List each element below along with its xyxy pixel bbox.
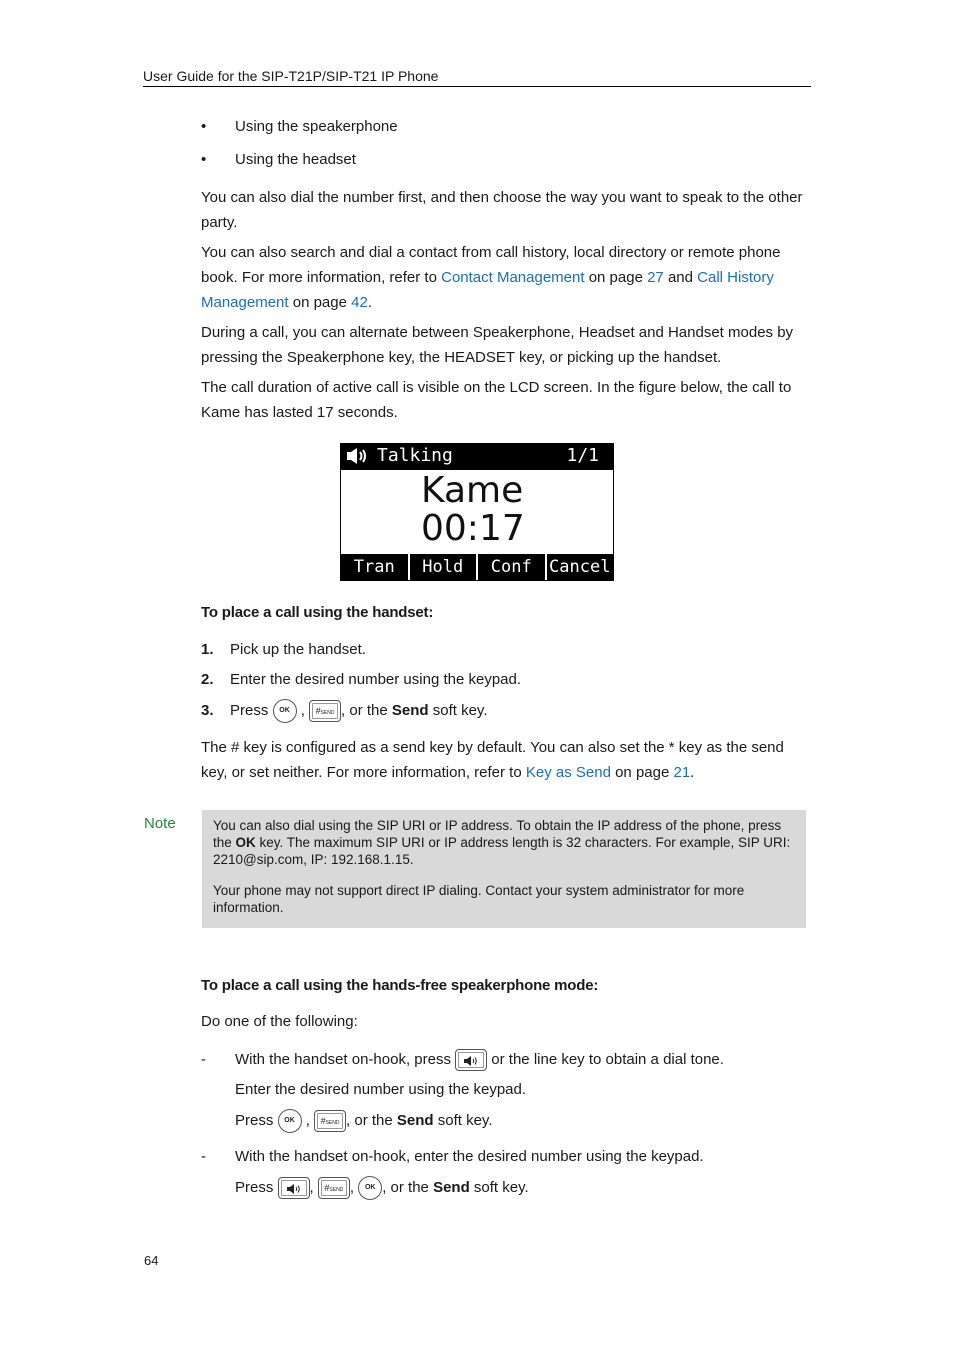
send-glyph: SEND — [320, 710, 335, 716]
bullet-item — [201, 151, 356, 168]
bullet-dot: • — [201, 118, 207, 135]
ok-key-icon: OK — [278, 1109, 302, 1133]
step-text: Enter the desired number using the keypad. — [230, 671, 522, 688]
lcd-contact-name: Kame — [421, 470, 524, 511]
dash-marker: - — [201, 1148, 206, 1165]
step-text: Pick up the handset. — [230, 641, 366, 658]
step-number: 3. — [201, 701, 214, 719]
text: With the handset on-hook, press — [235, 1050, 456, 1068]
text: soft key. — [428, 701, 488, 719]
text: , or the — [382, 1178, 434, 1196]
text: Press — [235, 1111, 274, 1129]
text: . — [690, 764, 695, 781]
paragraph — [201, 735, 813, 785]
text: and — [663, 269, 698, 286]
note-box — [202, 810, 806, 928]
section-heading-handset: To place a call using the handset: — [201, 604, 434, 621]
paragraph: The call duration of active call is visible on the LCD screen. In the figure below, the call to Kame has lasted 17 seconds. — [201, 379, 792, 421]
lcd-status-bar — [341, 444, 613, 470]
send-glyph: SEND — [329, 1187, 344, 1193]
send-softkey-label: Send — [396, 1111, 434, 1129]
step-item — [201, 699, 488, 723]
sub-line — [235, 1109, 493, 1133]
step-item — [201, 671, 521, 688]
link-page-42[interactable]: 42 — [351, 294, 368, 311]
hash-glyph: # — [320, 1116, 326, 1126]
lcd-call-count: 1/1 — [566, 445, 599, 466]
speaker-icon — [346, 447, 368, 470]
text: Press — [235, 1178, 274, 1196]
link-page-27[interactable]: 27 — [647, 269, 664, 286]
section-heading-speakerphone: To place a call using the hands-free speakerphone mode: — [201, 977, 599, 994]
step-number: 2. — [201, 671, 214, 688]
paragraph: You can also dial the number first, and then choose the way you want to speak to the other party. — [201, 189, 803, 231]
lcd-status-text: Talking — [377, 445, 453, 466]
text: You can also search and dial a contact from call history, local directory or remote phone book. For more information, refer to — [201, 244, 781, 286]
text: on page — [584, 269, 648, 286]
ok-key-icon: OK — [358, 1176, 382, 1200]
text: , — [305, 1111, 310, 1129]
dash-marker: - — [201, 1050, 206, 1068]
list-item — [201, 1049, 724, 1071]
note-paragraph — [213, 817, 797, 868]
paragraph — [201, 240, 813, 315]
page-header: User Guide for the SIP-T21P/SIP-T21 IP Phone — [143, 68, 811, 87]
hash-glyph: # — [324, 1183, 330, 1193]
lcd-softkeys — [341, 554, 613, 580]
note-paragraph: Your phone may not support direct IP dialing. Contact your system administrator for more information. — [213, 883, 745, 915]
bullet-item — [201, 118, 398, 135]
send-hash-key-icon — [309, 700, 341, 722]
lcd-screen — [340, 443, 614, 581]
text: key. The maximum SIP URI or IP address length is 32 characters. For example, SIP URI: 2210@sip.com, IP: 192.168.1.15. — [213, 835, 791, 867]
hash-glyph: # — [315, 706, 321, 716]
ok-key-label: OK — [235, 835, 256, 850]
softkey-hold: Hold — [408, 554, 477, 580]
text: on page — [610, 764, 674, 781]
text: . — [367, 294, 372, 311]
text: You can also dial using the SIP URI or IP address. To obtain the IP address of the phone, press the — [213, 818, 782, 850]
text: , or the — [346, 1111, 397, 1129]
link-page-21[interactable]: 21 — [673, 764, 691, 781]
text: soft key. — [469, 1178, 529, 1196]
softkey-cancel: Cancel — [545, 554, 614, 580]
text: soft key. — [433, 1111, 493, 1129]
intro-text: Do one of the following: — [201, 1013, 358, 1030]
text: or the line key to obtain a dial tone. — [487, 1050, 724, 1068]
softkey-conf: Conf — [476, 554, 545, 580]
sub-line: Enter the desired number using the keypad. — [235, 1081, 527, 1098]
send-hash-key-icon — [314, 1110, 346, 1132]
text: , — [309, 1178, 314, 1196]
bullet-text: Using the headset — [235, 151, 356, 168]
send-softkey-label: Send — [391, 701, 429, 719]
text: The # key is configured as a send key by default. You can also set the * key as the send key, or set neither. For more information, refer to — [201, 739, 784, 781]
text: With the handset on-hook, enter the desired number using the keypad. — [235, 1148, 704, 1165]
bullet-text: Using the speakerphone — [235, 118, 398, 135]
lcd-call-duration: 00:17 — [421, 508, 525, 549]
text: , or the — [341, 701, 392, 719]
bullet-dot: • — [201, 151, 207, 168]
page-number: 64 — [144, 1253, 159, 1268]
speakerphone-key-icon — [278, 1177, 310, 1199]
note-label: Note — [144, 815, 176, 832]
text: , — [349, 1178, 355, 1196]
link-contact-management[interactable]: Contact Management — [441, 269, 585, 286]
step-text: Press — [230, 701, 269, 719]
sub-line — [235, 1176, 529, 1200]
link-key-as-send[interactable]: Key as Send — [525, 764, 611, 781]
step-number: 1. — [201, 641, 214, 658]
step-item — [201, 641, 366, 658]
ok-key-icon: OK — [273, 699, 297, 723]
text: , — [300, 701, 305, 719]
link-call-history-management[interactable]: Call History Management — [201, 269, 774, 311]
list-item — [201, 1148, 704, 1165]
speakerphone-key-icon — [455, 1049, 487, 1071]
softkey-tran: Tran — [353, 557, 395, 577]
text: on page — [288, 294, 352, 311]
send-hash-key-icon — [318, 1177, 350, 1199]
paragraph: During a call, you can alternate between Speakerphone, Headset and Handset modes by pressing the Speakerphone key, the HEADSET key, or picking up the handset. — [201, 324, 794, 366]
send-softkey-label: Send — [433, 1178, 470, 1196]
send-glyph: SEND — [325, 1120, 340, 1126]
